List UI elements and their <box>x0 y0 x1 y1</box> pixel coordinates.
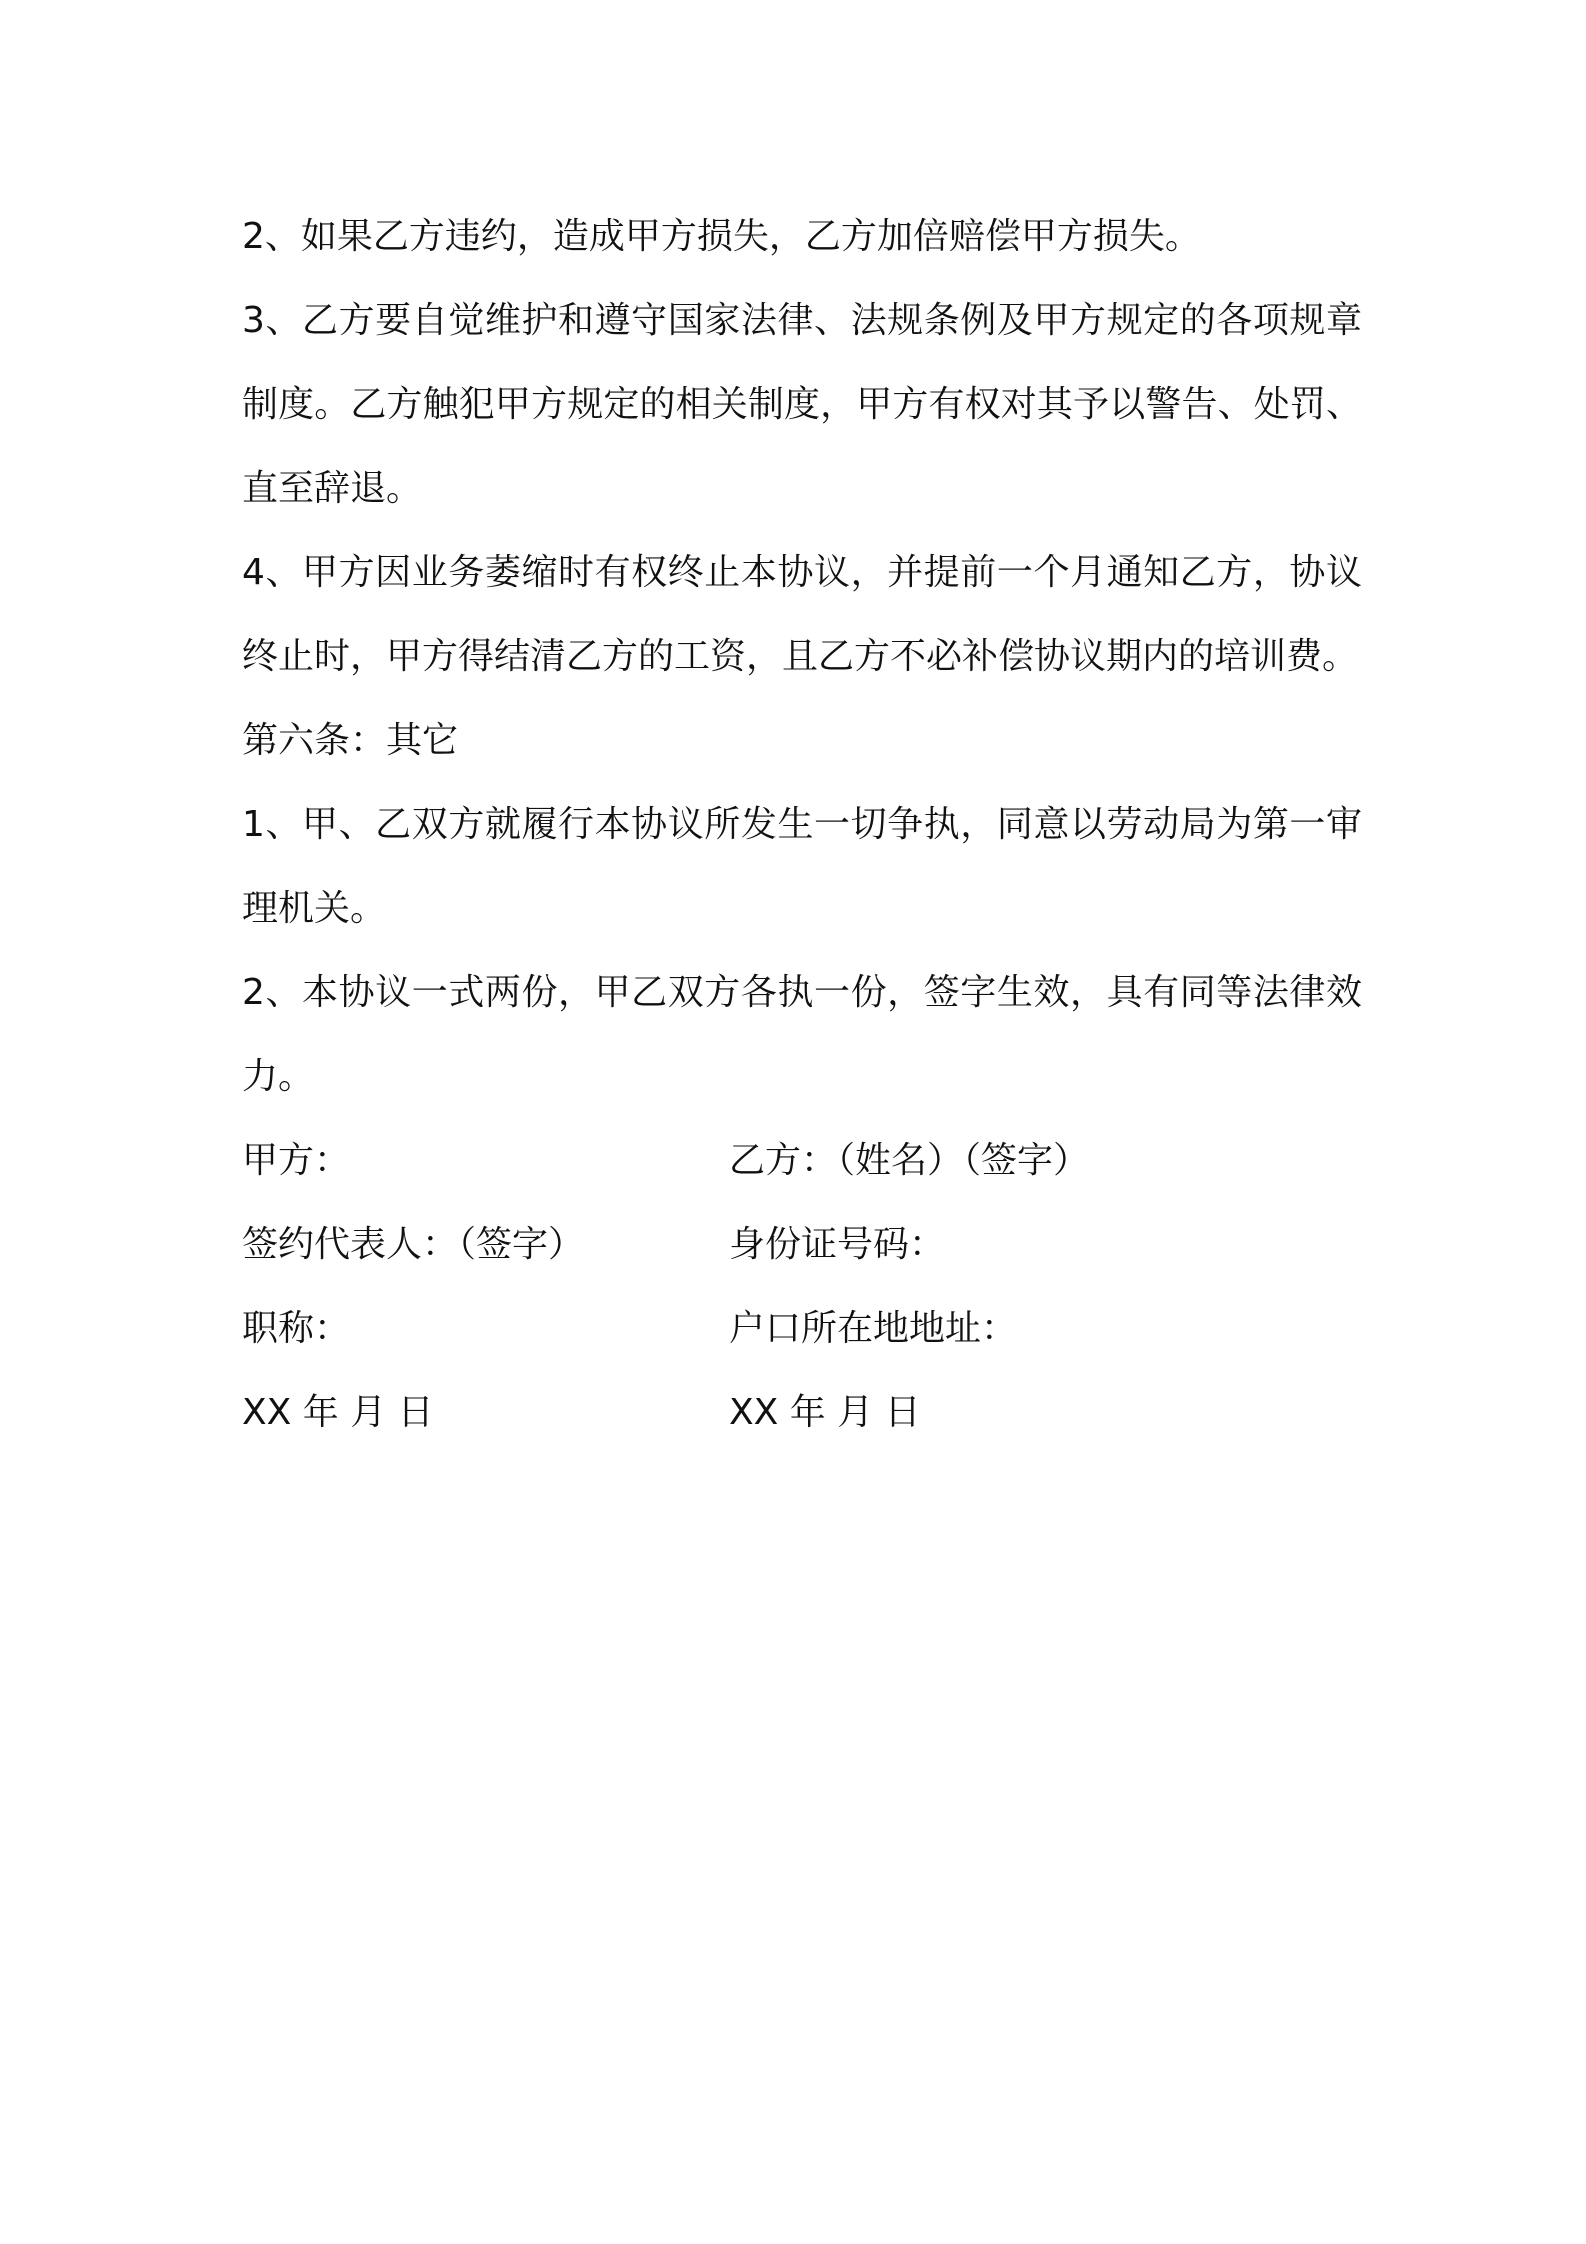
party-a-date: XX 年 月 日 <box>242 1392 434 1433</box>
party-b-label: 乙方：（姓名）（签字） <box>729 1140 1090 1181</box>
party-b-date: XX 年 月 日 <box>729 1392 921 1433</box>
id-number-label: 身份证号码： <box>729 1224 946 1265</box>
signature-row <box>242 1287 1362 1371</box>
section-heading: 第六条：其它 <box>242 720 459 761</box>
clause-paragraph: 3、乙方要自觉维护和遵守国家法律、法规条例及甲方规定的各项规章制度。乙方触犯甲方规定的相关制度，甲方有权对其予以警告、处罚、直至辞退。 <box>242 300 1362 509</box>
clause-paragraph: 2、如果乙方违约，造成甲方损失，乙方加倍赔偿甲方损失。 <box>242 216 1201 257</box>
job-title-label: 职称： <box>242 1308 351 1349</box>
party-a-label: 甲方： <box>242 1140 351 1181</box>
clause-paragraph: 2、本协议一式两份，甲乙双方各执一份，签字生效，具有同等法律效力。 <box>242 972 1362 1097</box>
clause-paragraph: 4、甲方因业务萎缩时有权终止本协议，并提前一个月通知乙方，协议终止时，甲方得结清乙方的工资，且乙方不必补偿协议期内的培训费。 <box>242 552 1362 677</box>
representative-label: 签约代表人：（签字） <box>242 1224 585 1265</box>
signature-block <box>242 1119 1362 1455</box>
signature-row <box>242 1119 1362 1203</box>
clause-paragraph: 1、甲、乙双方就履行本协议所发生一切争执，同意以劳动局为第一审理机关。 <box>242 804 1362 929</box>
signature-row <box>242 1203 1362 1287</box>
household-address-label: 户口所在地地址： <box>729 1308 1018 1349</box>
document-body <box>242 195 1362 1455</box>
signature-row <box>242 1371 1362 1455</box>
